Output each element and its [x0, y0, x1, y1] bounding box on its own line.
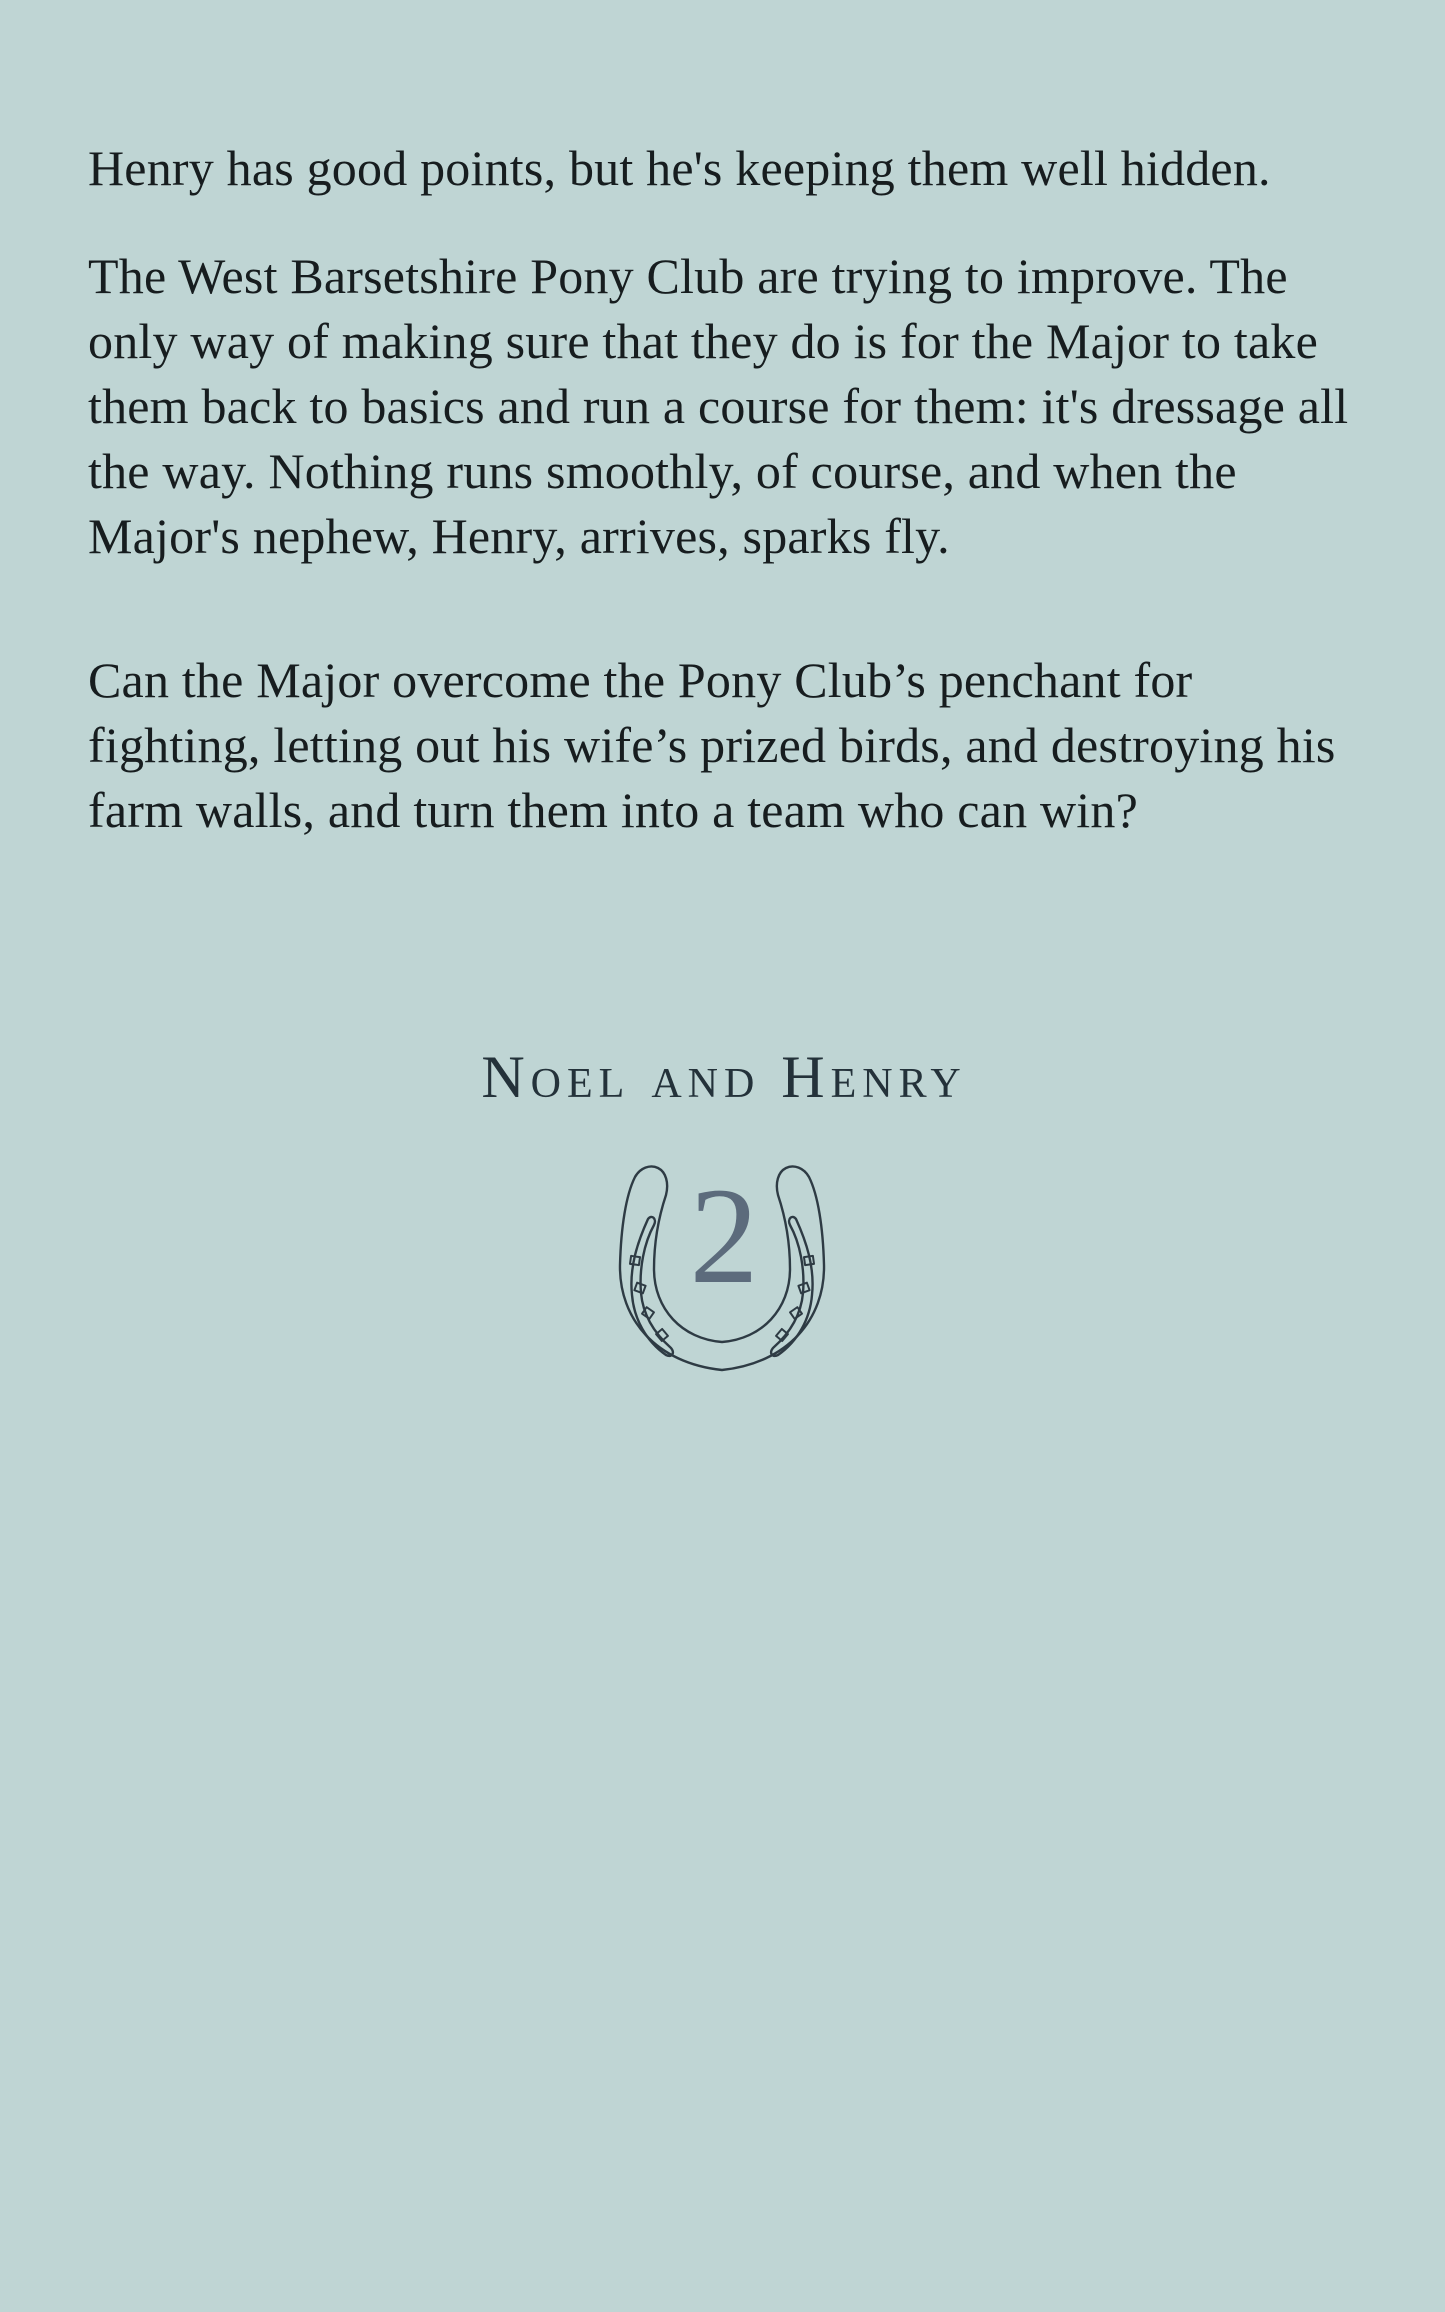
blurb-paragraph-2: The West Barsetshire Pony Club are trying to improve. The only way of making sure that they do is for the Major to take them back to basics and run a course for them: it's dressage all the way. Nothing runs smoothly, of course, and when the Major's nephew, Henry, arrives, sparks fly.	[88, 248, 1349, 564]
series-title: Noel and Henry	[481, 1044, 967, 1110]
volume-number: 2	[689, 1159, 759, 1312]
series-volume-badge	[614, 1157, 834, 1392]
series-block	[88, 1041, 1360, 1392]
blurb-paragraph-3: Can the Major overcome the Pony Club’s penchant for fighting, letting out his wife’s prized birds, and destroying his farm walls, and turn them into a team who can win?	[88, 652, 1336, 838]
blurb-paragraph-1: Henry has good points, but he's keeping them well hidden.	[88, 140, 1271, 196]
